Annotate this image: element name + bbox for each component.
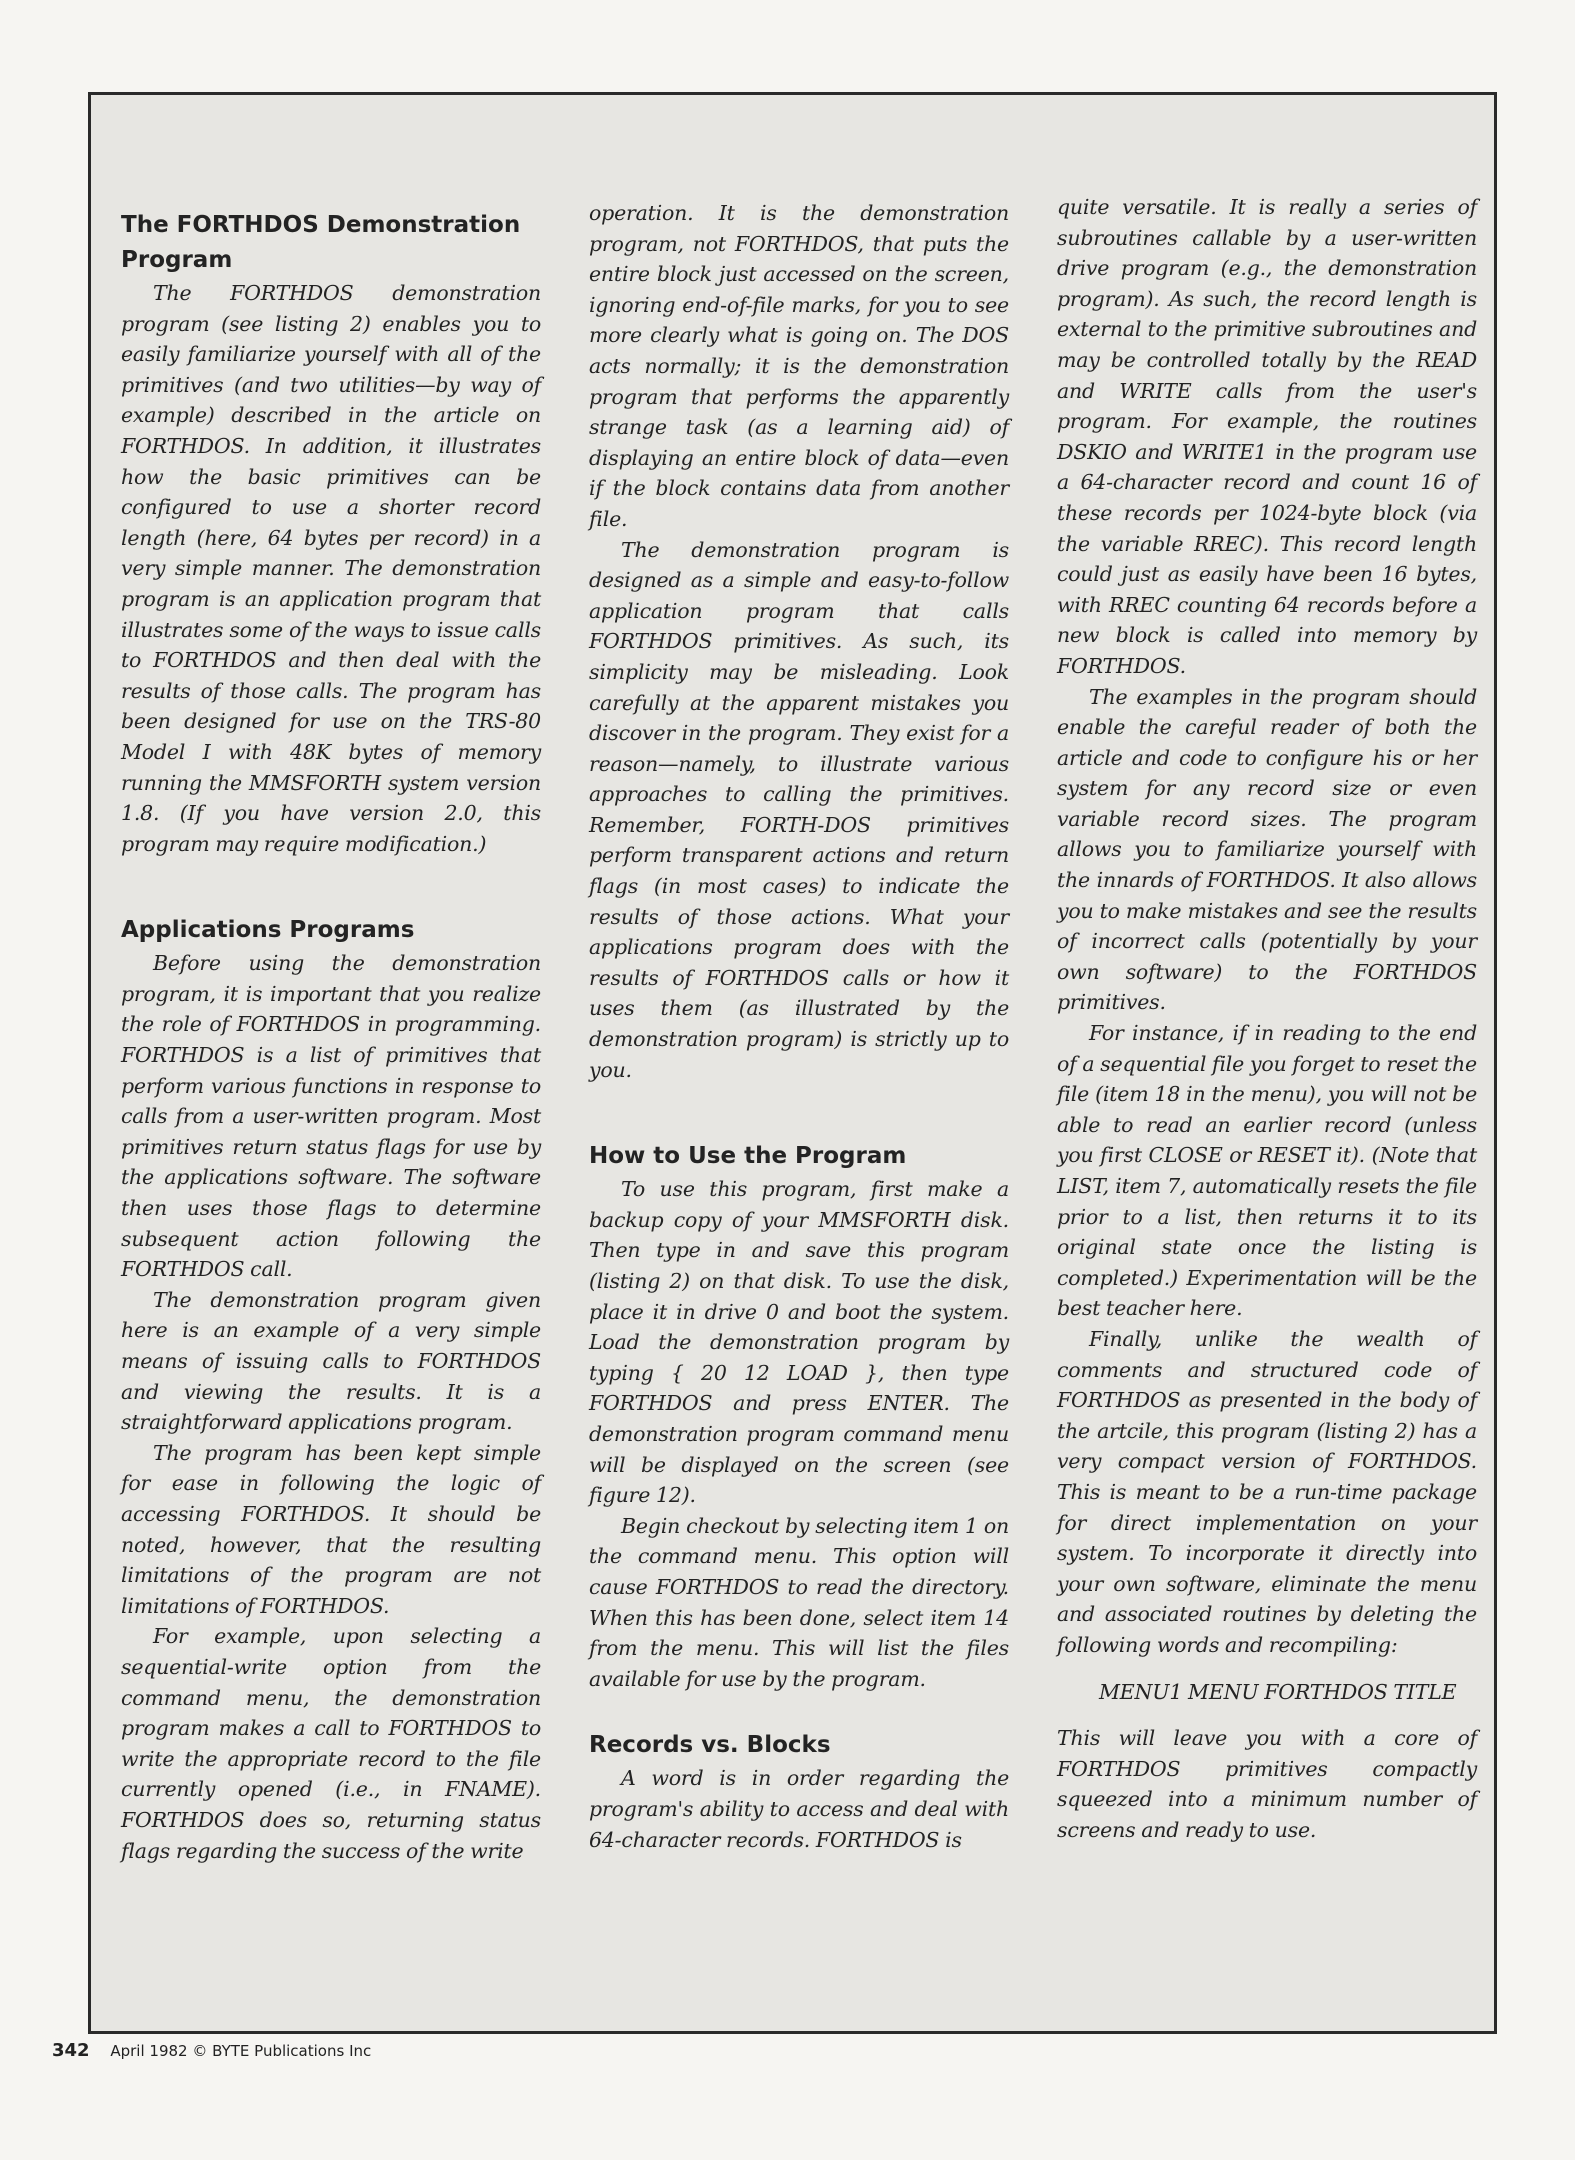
paragraph: The examples in the program should enable the careful reader of both the article and code to configure his or her system for any record size or even variable record sizes. The program allows you to familiarize yourself with the innards of FORTHDOS. It also allows you to make mistakes and see the results of incorrect calls (potentially by your own software) to the FORTHDOS primitives. [1057, 684, 1477, 1015]
page-number: 342 [52, 2040, 90, 2061]
paragraph: A word is in order regarding the program's ability to access and deal with 64-character records. FORTHDOS is [589, 1766, 1009, 1852]
page-footer [52, 2040, 371, 2061]
paragraph: For instance, if in reading to the end of a sequential file you forget to reset the file (item 18 in the menu), you will not be able to read an earlier record (unless you first CLOSE or RESET it). (Note that LIST, item 7, automatically resets the file prior to a list, then returns it to its original state once the listing is completed.) Experimentation will be the best teacher here. [1057, 1021, 1477, 1321]
footer-credit: April 1982 © BYTE Publications Inc [110, 2042, 372, 2060]
column-1 [121, 208, 541, 1866]
paragraph: This will leave you with a core of FORTHDOS primitives compactly squeezed into a minimum number of screens and ready to use. [1057, 1726, 1477, 1842]
heading-applications-programs: Applications Programs [121, 917, 415, 944]
heading-records-vs-blocks: Records vs. Blocks [589, 1732, 831, 1759]
column-3 [1057, 192, 1477, 1845]
column-2 [589, 198, 1009, 1855]
paragraph: quite versatile. It is really a series of subroutines callable by a user-written drive program (e.g., the demonstration program). As such, the record length is external to the primitive subroutines and may be controlled totally by the READ and WRITE calls from the user's program. For example, the routines DSKIO and WRITE1 in the program use a 64-character record and count 16 of these records per 1024-byte block (via the variable RREC). This record length could just as easily have been 16 bytes, with RREC counting 64 records before a new block is called into memory by FORTHDOS. [1057, 195, 1477, 678]
words-to-delete: MENU1 MENU FORTHDOS TITLE [1099, 1679, 1457, 1704]
paragraph: The program has been kept simple for ease in following the logic of accessing FORTHDOS. It should be noted, however, that the resulting limitations of the program are not limitations of FORTHDOS. [121, 1440, 541, 1618]
paragraph: The demonstration program given here is an example of a very simple means of issuing calls to FORTHDOS and viewing the results. It is a straightforward applications program. [121, 1287, 541, 1435]
paragraph: operation. It is the demonstration program, not FORTHDOS, that puts the entire block just accessed on the screen, ignoring end-of-file marks, for you to see more clearly what is going on. The DOS acts normally; it is the demonstration program that performs the apparently strange task (as a learning aid) of displaying an entire block of data—even if the block contains data from another file. [589, 201, 1009, 531]
heading-demonstration-program: The FORTHDOS Demonstration Program [121, 212, 521, 273]
paragraph: The demonstration program is designed as a simple and easy-to-follow application program that calls FORTHDOS primitives. As such, its simplicity may be misleading. Look carefully at the apparent mistakes you discover in the program. They exist for a reason—namely, to illustrate various approaches to calling the primitives. Remember, FORTH-DOS primitives perform transparent actions and return flags (in most cases) to indicate the results of those actions. What your applications program does with the results of FORTHDOS calls or how it uses them (as illustrated by the demonstration program) is strictly up to you. [589, 537, 1009, 1082]
paragraph: To use this program, first make a backup copy of your MMSFORTH disk. Then type in and save this program (listing 2) on that disk. To use the disk, place it in drive 0 and boot the system. Load the demonstration program by typing { 20 12 LOAD }, then type FORTHDOS and press ENTER. The demonstration program command menu will be displayed on the screen (see figure 12). [589, 1177, 1009, 1508]
paragraph: The FORTHDOS demonstration program (see listing 2) enables you to easily familiarize yourself with all of the primitives (and two utilities—by way of example) described in the article on FORTHDOS. In addition, it illustrates how the basic primitives can be configured to use a shorter record length (here, 64 bytes per record) in a very simple manner. The demonstration program is an application program that illustrates some of the ways to issue calls to FORTHDOS and then deal with the results of those calls. The program has been designed for use on the TRS-80 Model I with 48K bytes of memory running the MMSFORTH system version 1.8. (If you have version 2.0, this program may require modification.) [121, 281, 541, 856]
paragraph: Finally, unlike the wealth of comments and structured code of FORTHDOS as presented in the body of the artcile, this program (listing 2) has a very compact version of FORTHDOS. This is meant to be a run-time package for direct implementation on your system. To incorporate it directly into your own software, eliminate the menu and associated routines by deleting the following words and recompiling: [1057, 1326, 1477, 1657]
paragraph: For example, upon selecting a sequential-write option from the command menu, the demonstration program makes a call to FORTHDOS to write the appropriate record to the file currently opened (i.e., in FNAME). FORTHDOS does so, returning status flags regarding the success of the write [121, 1624, 541, 1863]
heading-how-to-use: How to Use the Program [589, 1143, 907, 1170]
paragraph: Before using the demonstration program, it is important that you realize the role of FORTHDOS in programming. FORTHDOS is a list of primitives that perform various functions in response to calls from a user-written program. Most primitives return status flags for use by the applications software. The software then uses those flags to determine subsequent action following the FORTHDOS call. [121, 951, 541, 1282]
paragraph: Begin checkout by selecting item 1 on the command menu. This option will cause FORTHDOS to read the directory. When this has been done, select item 14 from the menu. This will list the files available for use by the program. [589, 1513, 1009, 1691]
